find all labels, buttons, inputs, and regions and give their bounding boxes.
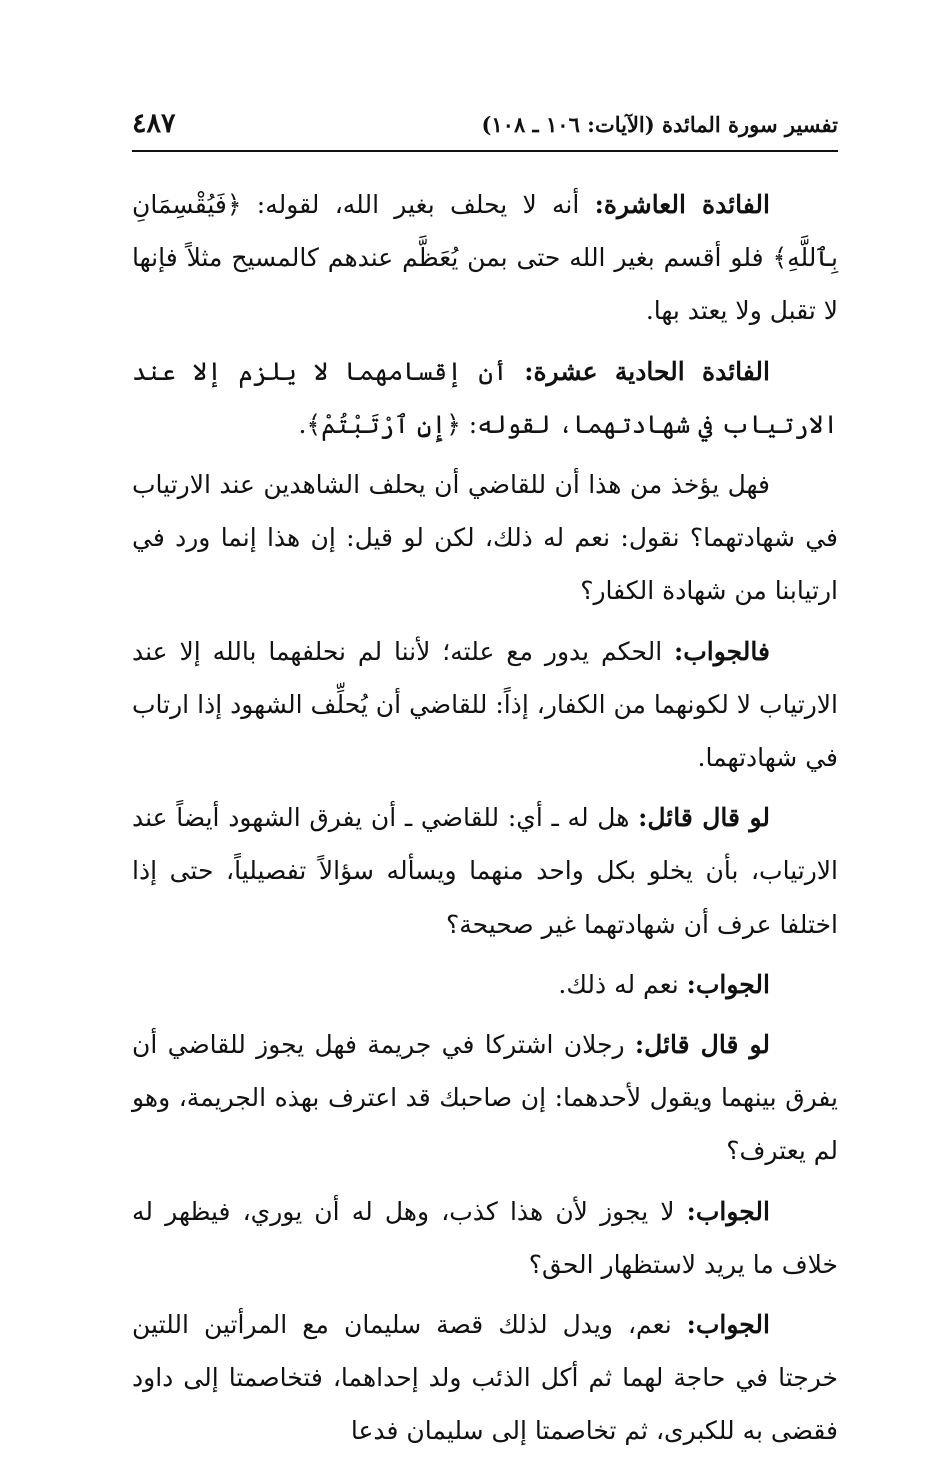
- paragraph-objection-1: [132, 791, 838, 951]
- paragraph-lead: فالجواب:: [674, 636, 770, 666]
- paragraph-question: [132, 458, 838, 618]
- paragraph-body: أن إقسامهما لا يلزم إلا عند الارتياب في شهادتهما، لقوله: ﴿إِنِ ٱرْتَبْتُمْ﴾.: [132, 356, 838, 439]
- running-title: تفسير سورة المائدة (الآيات: ١٠٦ ـ ١٠٨): [481, 112, 838, 137]
- paragraph-tenth-benefit: [132, 178, 838, 338]
- page-number: ٤٨٧: [132, 108, 176, 139]
- paragraph-lead: الجواب:: [686, 1196, 770, 1226]
- running-header: [132, 108, 838, 148]
- header-divider: [132, 150, 838, 152]
- paragraph-answer-4: [132, 1298, 838, 1458]
- paragraph-answer-2: [132, 958, 838, 1011]
- paragraph-eleventh-benefit: [132, 345, 838, 451]
- paragraph-answer-3: [132, 1185, 838, 1291]
- paragraph-lead: الجواب:: [686, 1310, 770, 1340]
- paragraph-body: هل له ـ أي: للقاضي ـ أن يفرق الشهود أيضاً عند الارتياب، بأن يخلو بكل واحد منهما ويسأله سؤالاً تفصيلياً، حتى إذا اختلفا عرف أن شهادتهما غير صحيحة؟: [132, 803, 838, 939]
- paragraph-body: نعم، ويدل لذلك قصة سليمان مع المرأتين اللتين خرجتا في حاجة لهما ثم أكل الذئب ولد إحداهما، فتخاصمتا إلى داود فقضى به للكبرى، ثم تخاصمتا إلى سليمان فدعا: [132, 1310, 838, 1446]
- paragraph-answer-1: [132, 625, 838, 785]
- paragraph-body: أنه لا يحلف بغير الله، لقوله: ﴿فَيُقْسِمَانِ بِٱللَّهِ﴾ فلو أقسم بغير الله حتى بمن يُعَظَّم عندهم كالمسيح مثلاً فإنها لا تقبل ولا يعتد بها.: [132, 190, 838, 326]
- paragraph-body: فهل يؤخذ من هذا أن للقاضي أن يحلف الشاهدين عند الارتياب في شهادتهما؟ نقول: نعم له ذلك، لكن لو قيل: إن هذا إنما ورد في ارتيابنا من شهادة الكفار؟: [132, 470, 838, 606]
- paragraph-lead: لو قال قائل:: [638, 803, 770, 833]
- paragraph-body: رجلان اشتركا في جريمة فهل يجوز للقاضي أن يفرق بينهما ويقول لأحدهما: إن صاحبك قد اعترف بهذه الجريمة، وهو لم يعترف؟: [132, 1030, 838, 1166]
- main-text: [132, 178, 838, 1465]
- paragraph-body: الحكم يدور مع علته؛ لأننا لم نحلفهما بالله إلا عند الارتياب لا لكونهما من الكفار، إذاً: للقاضي أن يُحلِّف الشهود إذا ارتاب في شهادتهما.: [132, 636, 838, 773]
- paragraph-lead: الفائدة العاشرة:: [594, 190, 770, 219]
- paragraph-body: لا يجوز لأن هذا كذب، وهل له أن يوري، فيظهر له خلاف ما يريد لاستظهار الحق؟: [132, 1196, 838, 1279]
- paragraph-lead: الجواب:: [686, 969, 770, 999]
- paragraph-lead: لو قال قائل:: [634, 1030, 771, 1060]
- paragraph-body: نعم له ذلك.: [558, 969, 687, 999]
- paragraph-lead: الفائدة الحادية عشرة:: [524, 356, 770, 386]
- paragraph-objection-2: [132, 1018, 838, 1178]
